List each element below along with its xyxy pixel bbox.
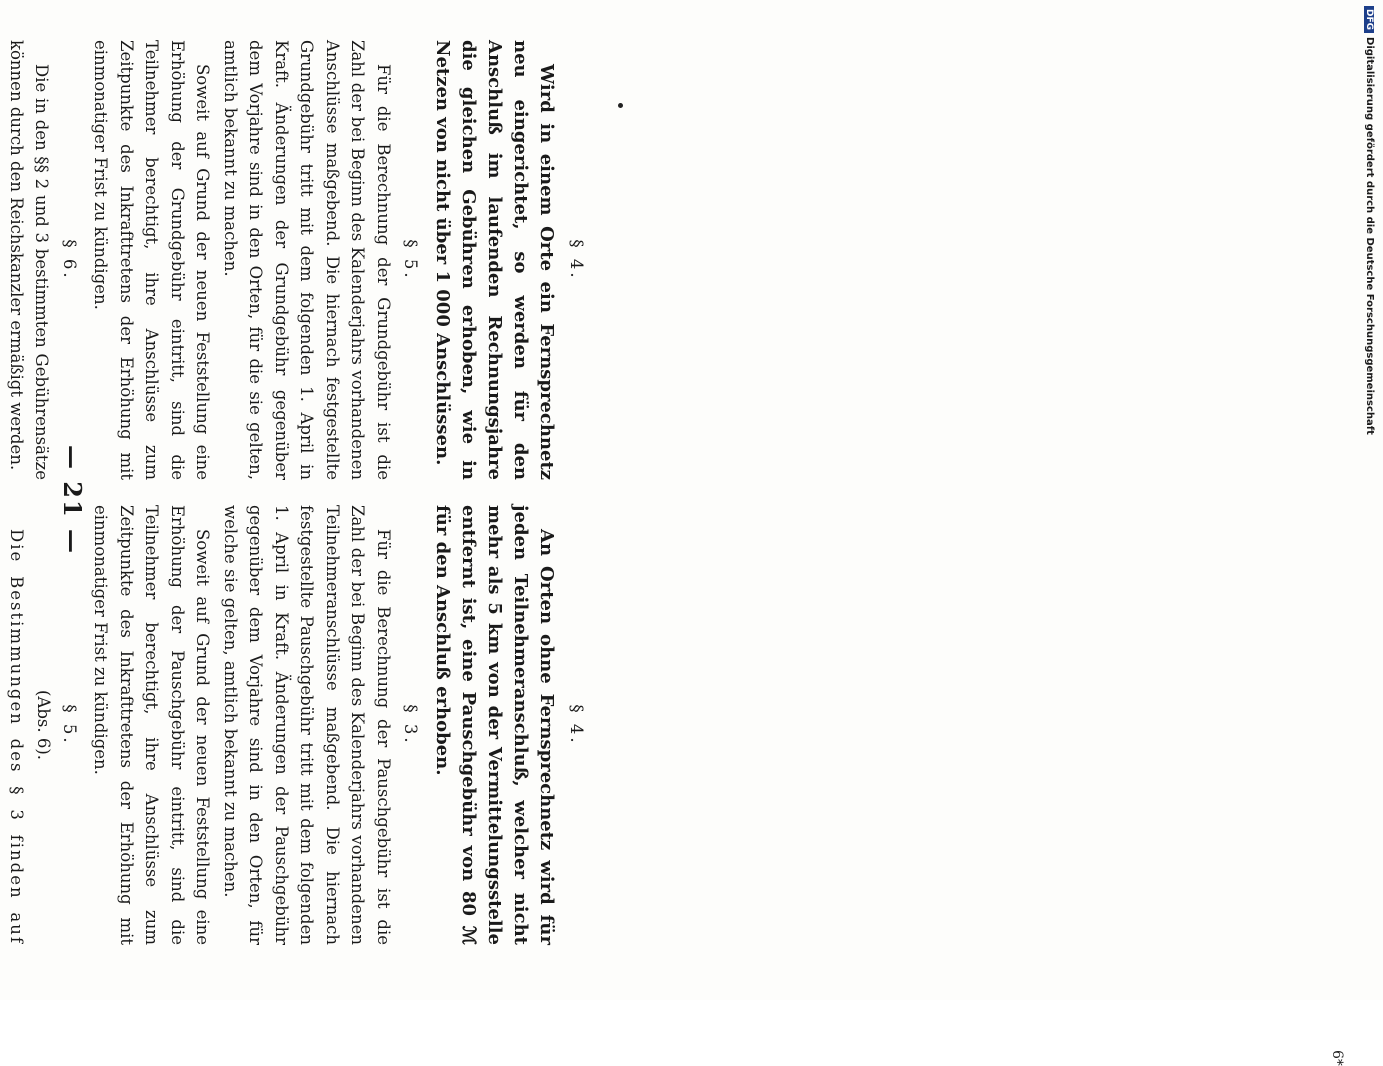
left-s4-title: § 4. xyxy=(567,704,586,746)
right-s6-text: Die in den §§ 2 und 3 bestimmten Gebührensätze können durch den Reichskanzler ermäßigt werden. xyxy=(7,40,52,480)
speck-mark xyxy=(618,103,623,108)
rotated-page-content xyxy=(7,0,1365,1066)
left-s3-p1: Für die Berechnung der Pauschgebühr ist die Zahl der bei Beginn des Kalenderjahrs vorhandenen Teilnehmeranschlüsse maßgebend. Die hiernach festgestellte Pauschgebühr tritt mit dem folgenden 1. April in Kraft. Änderungen der Pauschgebühr gegenüber dem Vorjahre sind in den Orten, für welche sie gelten, amtlich bekannt zu machen. xyxy=(221,505,393,945)
left-s5-text: Die Bestimmungen des § 3 finden auf xyxy=(7,529,26,945)
right-s4-title: § 4. xyxy=(567,239,586,281)
page-number: — 21 — xyxy=(58,444,87,556)
right-s4-text: Wird in einem Orte ein Fernsprechnetz neu eingerichtet, so werden für den Anschluß im laufenden Rechnungsjahre die gleichen Gebühren erhoben, wie in Netzen von nicht über 1 000 Anschlüssen. xyxy=(432,40,558,480)
right-s5-p2: Soweit auf Grund der neuen Feststellung eine Erhöhung der Grundgebühr eintritt, sind die Teilnehmer berechtigt, ihre Anschlüsse zum Zeitpunkte des Inkrafttretens der Erhöhung mit einmonatiger Frist zu kündigen. xyxy=(91,40,213,480)
left-s4-text: An Orten ohne Fernsprechnetz wird für jeden Teilnehmeranschluß, welcher nicht mehr als 5 km von der Vermittelungsstelle entfernt ist, eine Pauschgebühr von 80 ℳ für den Anschluß erhoben. xyxy=(432,505,558,945)
column-left xyxy=(7,505,595,945)
left-s5-title: § 5. xyxy=(60,704,79,746)
credit-text: Digitalisierung gefördert durch die Deutsche Forschungsgemeinschaft xyxy=(1364,37,1375,435)
left-s5-sub: (Abs. 6). xyxy=(34,689,54,761)
dfg-logo: DFG xyxy=(1364,6,1374,33)
left-s3-title: § 3. xyxy=(401,704,421,746)
right-s5-p1: Für die Berechnung der Grundgebühr ist die Zahl der bei Beginn des Kalenderjahrs vorhandenen Anschlüsse maßgebend. Die hiernach festgestellte Grundgebühr tritt mit dem folgenden 1. April in Kraft. Änderungen der Grundgebühr gegenüber dem Vorjahre sind in den Orten, für die sie gelten, amtlich bekannt zu machen. xyxy=(221,40,393,480)
sidebar-credit xyxy=(1364,6,1375,435)
left-s3-p2: Soweit auf Grund der neuen Feststellung eine Erhöhung der Pauschgebühr eintritt, sind die Teilnehmer berechtigt, ihre Anschlüsse zum Zeitpunkte des Inkrafttretens der Erhöhung mit einmonatiger Frist zu kündigen. xyxy=(91,505,213,945)
right-s5-title: § 5. xyxy=(401,239,421,281)
right-s6-title: § 6. xyxy=(60,239,79,281)
column-right xyxy=(7,40,595,480)
signature-mark: 6* xyxy=(1329,1050,1345,1066)
